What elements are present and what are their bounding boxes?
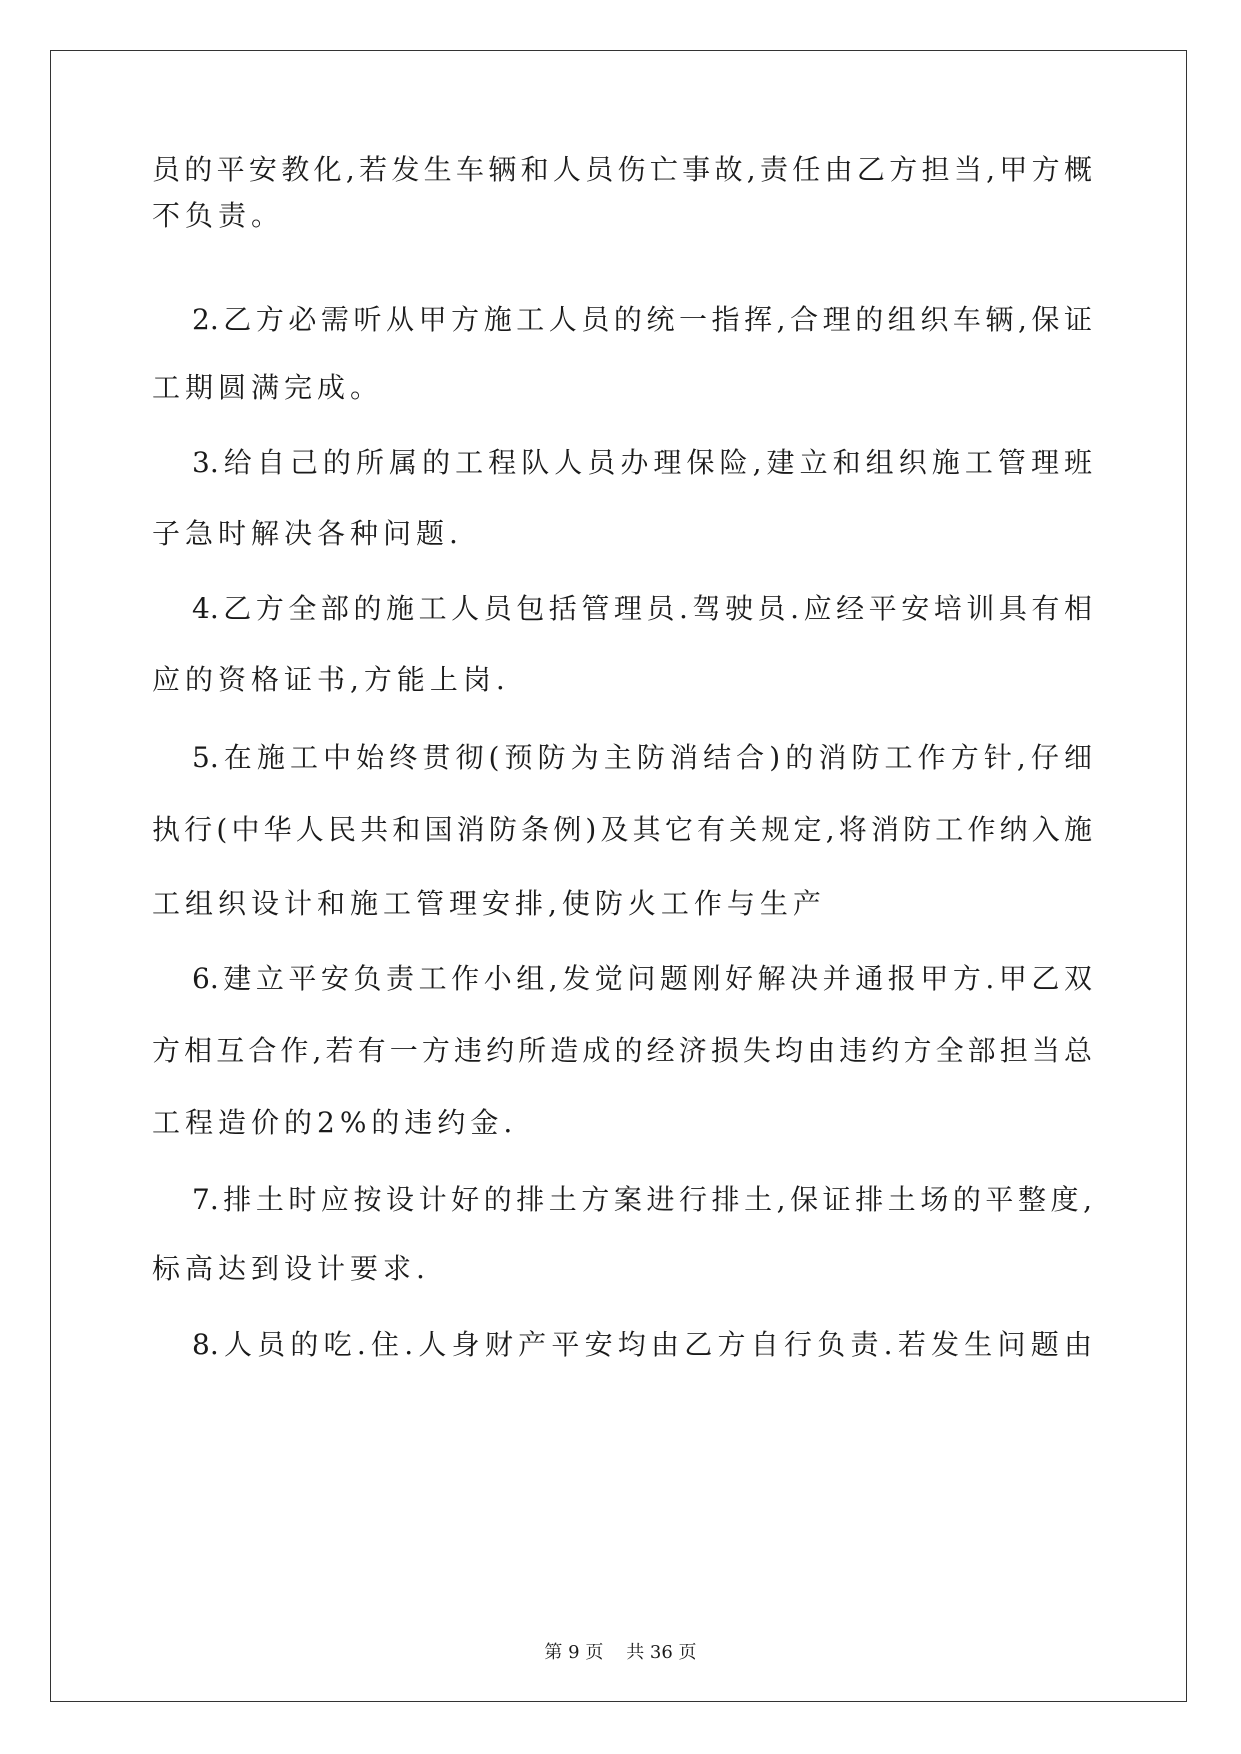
body-text-line: 工程造价的2%的违约金. <box>152 1106 518 1139</box>
page-border <box>50 50 1187 1702</box>
body-text-line: 工组织设计和施工管理安排,使防火工作与生产 <box>152 887 826 920</box>
body-text-line: 5.在施工中始终贯彻(预防为主防消结合)的消防工作方针,仔细 <box>192 741 1092 774</box>
body-text-line: 4.乙方全部的施工人员包括管理员.驾驶员.应经平安培训具有相 <box>192 592 1092 625</box>
body-text-line: 7.排土时应按设计好的排土方案进行排土,保证排土场的平整度, <box>192 1183 1092 1216</box>
body-text-line: 3.给自己的所属的工程队人员办理保险,建立和组织施工管理班 <box>192 446 1092 479</box>
body-text-line: 工期圆满完成。 <box>152 371 384 404</box>
body-text-line: 6.建立平安负责工作小组,发觉问题刚好解决并通报甲方.甲乙双 <box>192 962 1092 995</box>
body-text-line: 8.人员的吃.住.人身财产平安均由乙方自行负责.若发生问题由 <box>192 1328 1092 1361</box>
body-text-line: 子急时解决各种问题. <box>152 517 463 550</box>
body-text-line: 应的资格证书,方能上岗. <box>152 663 510 696</box>
body-text-line: 员的平安教化,若发生车辆和人员伤亡事故,责任由乙方担当,甲方概 <box>152 153 1092 186</box>
body-text-line: 2.乙方必需听从甲方施工人员的统一指挥,合理的组织车辆,保证 <box>192 303 1092 336</box>
body-text-line: 方相互合作,若有一方违约所造成的经济损失均由违约方全部担当总 <box>152 1034 1092 1067</box>
body-text-line: 标高达到设计要求. <box>152 1252 430 1285</box>
body-text-line: 执行(中华人民共和国消防条例)及其它有关规定,将消防工作纳入施 <box>152 813 1092 846</box>
page-number-footer: 第 9 页 共 36 页 <box>544 1642 697 1663</box>
body-text-line: 不负责。 <box>152 199 285 232</box>
